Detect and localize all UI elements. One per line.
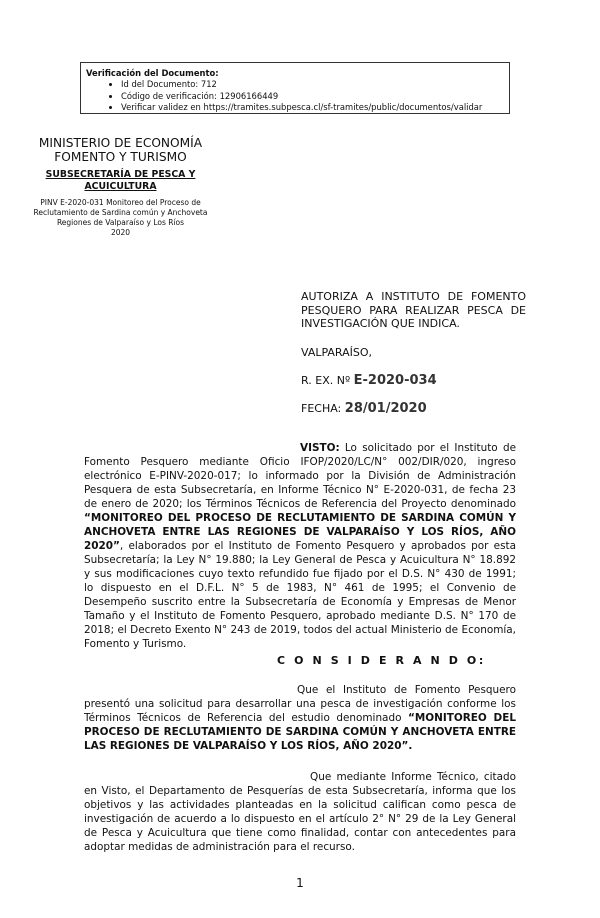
considerando-paragraph-2: Que mediante Informe Técnico, citado en Visto, el Departamento de Pesquerías de esta Subsecretaría, informa que los objetivos y las actividades planteadas en la solicitud califican como pesca de investigación de acuerdo a lo dispuesto en el artículo 2° N° 29 de la Ley General de Pesca y Acuicultura que tiene como finalidad, contar con antecedentes para adoptar medidas de administración para el recurso.: [84, 771, 516, 853]
pinv-line-4: 2020: [110, 228, 131, 237]
p1-text: Que el Instituto de Fomento Pesquero presentó una solicitud para desarrollar una pesca de investigación conforme los Términos Técnicos de Referencia del estudio denominado: [84, 684, 516, 724]
visto-project-title: “MONITOREO DEL PROCESO DE RECLUTAMIENTO DE SARDINA COMÚN Y ANCHOVETA ENTRE LAS REGIONES DE VALPARAÍSO Y LOS RÍOS, AÑO 2020”: [84, 512, 516, 552]
considerando-paragraph-1: [84, 683, 516, 753]
ministry-line-2: FOMENTO Y TURISMO: [54, 150, 187, 164]
fecha-label: FECHA:: [301, 402, 342, 415]
pinv-line-2: Reclutamiento de Sardina común y Anchoveta: [33, 208, 208, 217]
visto-paragraph: [84, 441, 516, 651]
ministry-heading: [28, 136, 213, 164]
verification-box: [80, 62, 510, 114]
resolution-date: [301, 401, 427, 417]
verification-list: [86, 79, 503, 113]
rex-number: E-2020-034: [353, 373, 437, 388]
visto-text-a: Lo solicitado por el Instituto de Fomento Pesquero mediante Oficio IFOP/2020/LC/N° 002/DIR/020, ingreso electrónico E-PINV-2020-017; lo informado por la División de Administración Pesquera de esta Subsecretaría, en Informe Técnico N° E-2020-031, de fecha 23 de enero de 2020; los Términos Técnicos de Referencia del Proyecto denominado: [84, 442, 516, 510]
visto-label: VISTO:: [300, 442, 340, 454]
pinv-line-3: Regiones de Valparaíso y Los Ríos: [56, 218, 185, 227]
verification-item-id: • Id del Documento: 712: [121, 79, 503, 90]
fecha-value: 28/01/2020: [344, 401, 427, 416]
verification-item-url: • Verificar validez en https://tramites.subpesca.cl/sf-tramites/public/documentos/validar: [121, 102, 503, 113]
verification-item-code: • Código de verificación: 12906166449: [121, 91, 503, 102]
city: VALPARAÍSO,: [301, 346, 373, 359]
p1-end: .: [408, 740, 413, 752]
verification-title: Verificación del Documento:: [86, 68, 219, 78]
resolution-number: [301, 373, 437, 389]
resolution-title: AUTORIZA A INSTITUTO DE FOMENTO PESQUERO PARA REALIZAR PESCA DE INVESTIGACIÓN QUE INDICA.: [301, 290, 526, 330]
rex-label: R. EX. Nº: [301, 374, 351, 387]
pinv-line-1: PINV E-2020-031 Monitoreo del Proceso de: [40, 198, 201, 207]
ministry-line-1: MINISTERIO DE ECONOMÍA: [38, 136, 203, 150]
subsecretaria-heading: [28, 169, 213, 192]
considerando-heading: C O N S I D E R A N D O:: [277, 654, 486, 667]
subsecretaria-line-2: ACUICULTURA: [84, 180, 157, 192]
subsecretaria-line-1: SUBSECRETARÍA DE PESCA Y: [45, 169, 196, 180]
visto-text-b: , elaborados por el Instituto de Fomento Pesquero y aprobados por esta Subsecretaría; la Ley N° 19.880; la Ley General de Pesca y Acuicultura N° 18.892 y sus modificaciones cuyo texto refundido fue fijado por el D.S. N° 430 de 1991; lo dispuesto en el D.F.L. N° 5 de 1983, N° 461 de 1995; el Convenio de Desempeño suscrito entre la Subsecretaría de Economía y Empresas de Menor Tamaño y el Instituto de Fomento Pesquero, aprobado mediante D.S. N° 170 de 2018; el Decreto Exento N° 243 de 2019, todos del actual Ministerio de Economía, Fomento y Turismo.: [84, 540, 516, 650]
pinv-reference: [28, 198, 213, 238]
page-number: 1: [296, 876, 304, 890]
p1-project-title: “MONITOREO DEL PROCESO DE RECLUTAMIENTO DE SARDINA COMÚN Y ANCHOVETA ENTRE LAS REGIONES DE VALPARAÍSO Y LOS RÍOS, AÑO 2020”: [84, 712, 516, 752]
